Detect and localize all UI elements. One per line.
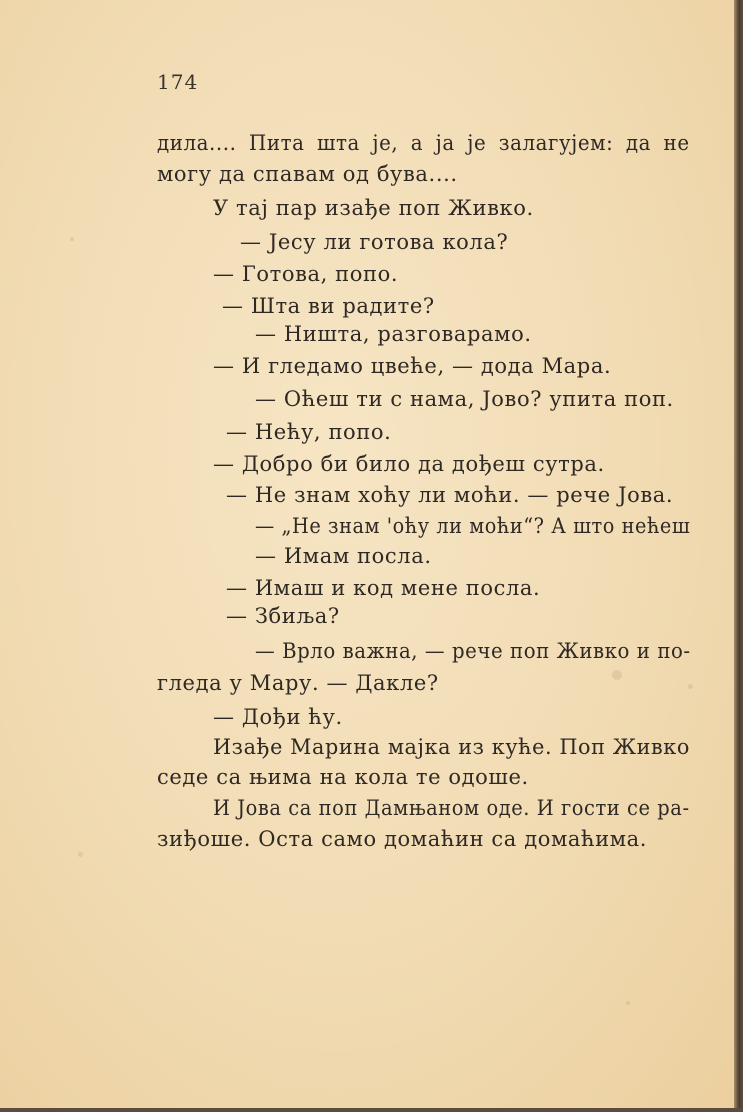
text-line: — Збиља? bbox=[226, 604, 340, 628]
text-line: — Оћеш ти с нама, Јово? упита поп. bbox=[255, 387, 674, 411]
paper-stain bbox=[612, 670, 622, 680]
text-line: гледа у Мару. — Дакле? bbox=[157, 671, 439, 695]
text-line: — Јесу ли готова кола? bbox=[240, 230, 509, 254]
text-line: могу да спавам од бува.... bbox=[157, 162, 458, 186]
text-line: Изађе Марина мајка из куће. Поп Живко bbox=[213, 735, 690, 759]
text-line: — Дођи ћу. bbox=[213, 705, 343, 729]
text-line: — „Не знам 'оћу ли моћи“? А што нећеш bbox=[255, 514, 691, 538]
text-line: дила.... Пита шта је, а ја је залагујем: да не bbox=[157, 131, 690, 155]
text-line: — Добро би било да дођеш сутра. bbox=[213, 452, 605, 476]
text-line: — Ништа, разговарамо. bbox=[255, 322, 532, 346]
page-bottom-edge bbox=[0, 1108, 743, 1112]
paper-stain bbox=[688, 684, 693, 689]
paper-stain bbox=[70, 237, 74, 241]
text-line: У тај пар изађе поп Живко. bbox=[213, 196, 534, 220]
text-line: — Имаш и код мене посла. bbox=[226, 576, 541, 600]
text-line: — Нећу, попо. bbox=[226, 420, 392, 444]
text-line: зиђоше. Оста само домаћин са домаћима. bbox=[157, 827, 648, 851]
text-line: И Јова са поп Дамњаном оде. И гости се ра- bbox=[213, 796, 690, 820]
text-line: — Готова, попо. bbox=[213, 262, 399, 286]
paper-stain bbox=[626, 1001, 630, 1005]
text-line: — Имам посла. bbox=[255, 544, 432, 568]
text-line: седе са њима на кола те одоше. bbox=[157, 765, 529, 789]
page-number: 174 bbox=[157, 70, 199, 94]
text-line: — Не знам хоћу ли моћи. — рече Јова. bbox=[226, 483, 674, 507]
text-line: — И гледамо цвеће, — дода Мара. bbox=[213, 354, 612, 378]
page-edge-shadow bbox=[734, 0, 743, 1112]
paper-stain bbox=[78, 852, 83, 857]
text-line: — Врло важна, — рече поп Живко и по- bbox=[255, 639, 691, 663]
text-line: — Шта ви радите? bbox=[222, 294, 435, 318]
